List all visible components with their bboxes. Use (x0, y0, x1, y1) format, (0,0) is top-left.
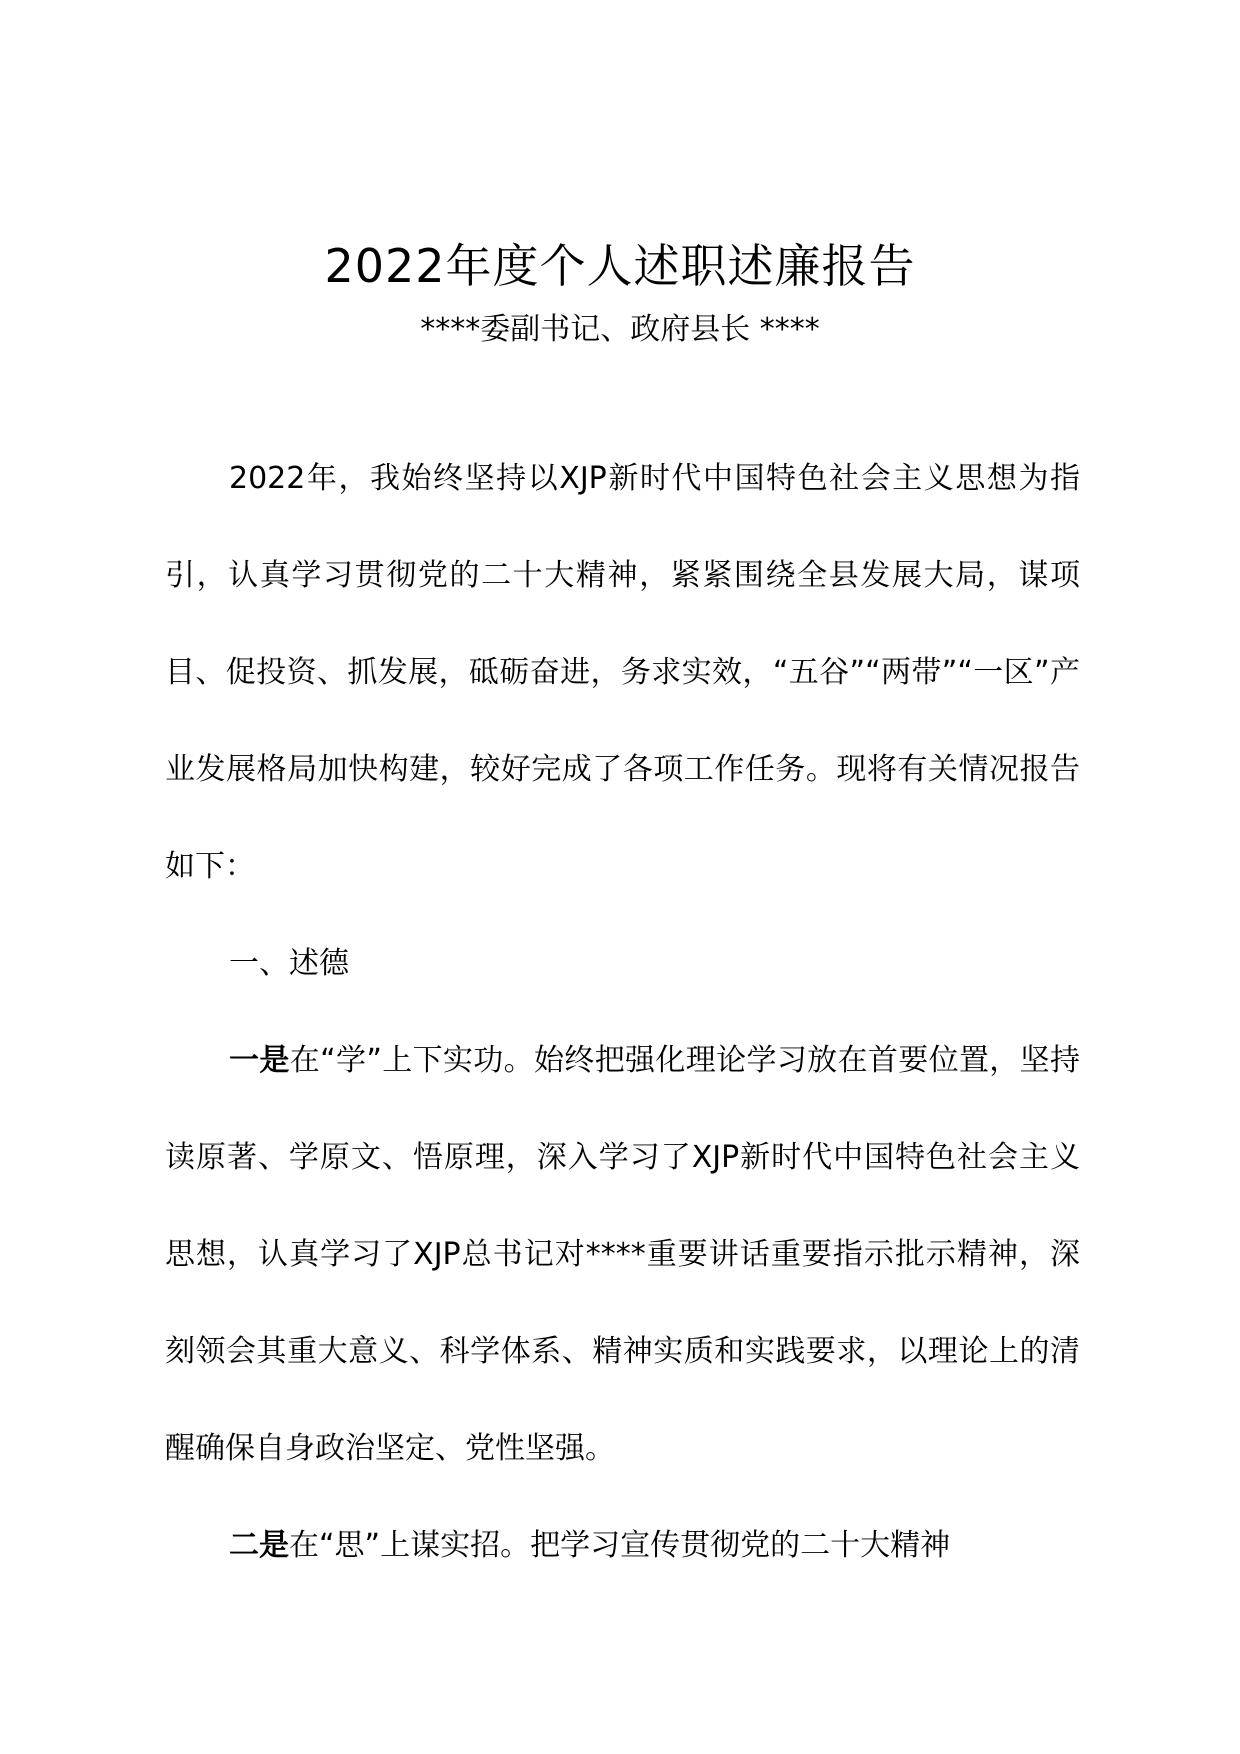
item-lead-2: 二是 (229, 1528, 289, 1563)
item-lead-1: 一是 (229, 1043, 290, 1078)
item-paragraph-1 (165, 1012, 1080, 1497)
document-body (165, 430, 1080, 1594)
document-subtitle: ****委副书记、政府县长 **** (420, 312, 820, 347)
section-heading-ethics: 一、述德 (229, 946, 349, 981)
item-text-1: 在“学”上下实功。始终把强化理论学习放在首要位置，坚持读原著、学原文、悟原理，深入学习了XJP新时代中国特色社会主义思想，认真学习了XJP总书记对****重要讲话重要指示批示精神，深刻领会其重大意义、科学体系、精神实质和实践要求，以理论上的清醒确保自身政治坚定、党性坚强。 (165, 1043, 1081, 1466)
item-paragraph-2 (165, 1497, 1080, 1594)
intro-paragraph: 2022年，我始终坚持以XJP新时代中国特色社会主义思想为指引，认真学习贯彻党的二十大精神，紧紧围绕全县发展大局，谋项目、促投资、抓发展，砥砺奋进，务求实效，“五谷”“两带”“一区”产业发展格局加快构建，较好完成了各项工作任务。现将有关情况报告如下： (165, 461, 1080, 884)
item-text-2: 在“思”上谋实招。把学习宣传贯彻党的二十大精神 (289, 1528, 951, 1563)
document-title: 2022年度个人述职述廉报告 (324, 239, 916, 293)
